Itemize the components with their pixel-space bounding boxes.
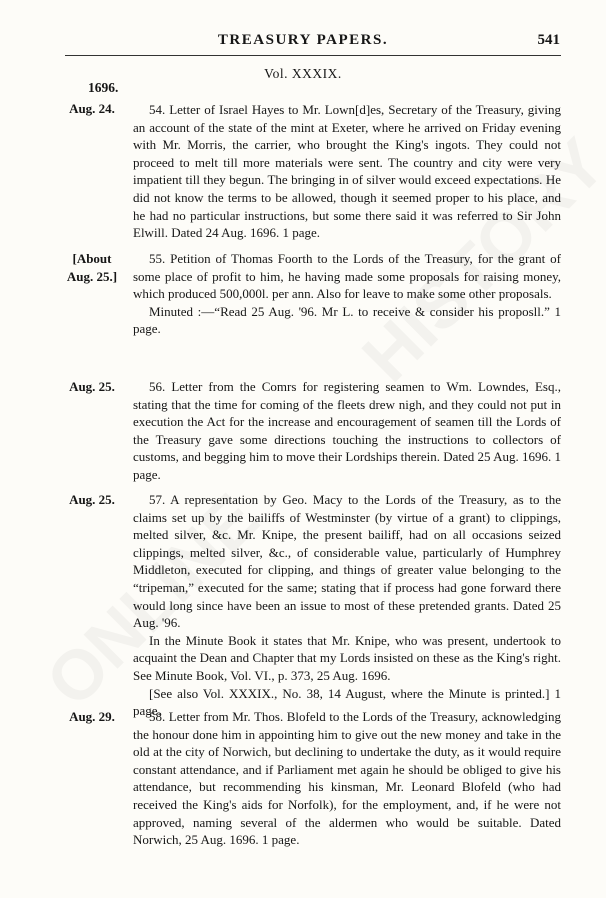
entry-paragraph: 54. Letter of Israel Hayes to Mr. Lown[d]es, Secretary of the Treasury, giving an account of the state of the mint at Exeter, where he arrived on Friday evening with Mr. Morris, the carrier, who brought the King's ingots. They could not proceed to melt till more materials were sent. The country and city were very impatient till they begun. The bringing in of silver would exceed expectations. He did not know the terms to be allowed, though it seemed proper to his place, and he had no particular instructions, but some there said it was referred to Sir John Elwill. Dated 24 Aug. 1696. 1 page. (133, 102, 561, 241)
header-rule (65, 55, 561, 56)
entry-text (133, 250, 561, 338)
entry-date: Aug. 25. (69, 492, 115, 507)
entry-text (133, 491, 561, 720)
entry-minute: In the Minute Book it states that Mr. Knipe, who was present, undertook to acquaint the Dean and Chapter that my Lords insisted on these as the King's right. See Minute Book, Vol. VI., p. 373, 25 Aug. 1696. (133, 632, 561, 683)
entry-date: Aug. 29. (69, 709, 115, 724)
running-header-title: TREASURY PAPERS. (217, 32, 389, 48)
entry-text (133, 101, 561, 242)
entry-paragraph: 57. A representation by Geo. Macy to the Lords of the Treasury, as to the claims set up by the bailiffs of Westminster (by virtue of a grant) to clippings, melted silver, &c. Mr. Knipe, the present bailiff, had on all occasions seized clippings, melted silver, &c., of considerable value, particularly of Humphrey Middleton, executed for clipping, and things of greater value belonging to the “tripeman,” executed for the same; stating that if process had gone forward there would long since have been an issue to most of these pretended grants. Dated 25 Aug. '96. (133, 492, 561, 631)
volume-heading: Vol. XXXIX. (264, 66, 342, 81)
entry-date: Aug. 25. (69, 379, 115, 394)
entry-text (133, 708, 561, 849)
year-margin: 1696. (88, 80, 119, 95)
entry-date: [About Aug. 25.] (66, 251, 118, 284)
entry-date: Aug. 24. (69, 101, 115, 116)
entry-minute: Minuted :—“Read 25 Aug. '96. Mr L. to receive & consider his proposll.” 1 page. (133, 303, 561, 337)
page-number: 541 (537, 32, 560, 48)
entry-paragraph: 55. Petition of Thomas Foorth to the Lords of the Treasury, for the grant of some place of profit to him, he having made some proposals for raising money, which produced 500,000l. per ann. Also for leave to make some other proposals. (133, 251, 561, 302)
entry-text (133, 378, 561, 484)
entry-note: [See also Vol. XXXIX., No. 38, 14 August, where the Minute is printed.] 1 page. (133, 685, 561, 719)
entry-paragraph: 58. Letter from Mr. Thos. Blofeld to the Lords of the Treasury, acknowledging the honour done him in appointing him to give out the new money and take in the old at the city of Norwich, but declining to undertake the duty, as it would require constant attendance, and if Parliament met again he should be obliged to give his attendance, but recommending his kinsman, Mr. Leonard Blofeld (who had received the King's aids for Norfolk), for the employment, and, if he were not approved, naming several of the aldermen who would be suitable. Dated Norwich, 25 Aug. 1696. 1 page. (133, 709, 561, 848)
entry-paragraph: 56. Letter from the Comrs for registering seamen to Wm. Lowndes, Esq., stating that the time for coming of the fleets drew nigh, and they could not put in execution the Act for the increase and encouragement of seamen till the Lords of the Treasury gave some directions touching the instructions to collectors of customs, and begging him to move their Lordships therein. Dated 25 Aug. 1696. 1 page. (133, 379, 561, 482)
